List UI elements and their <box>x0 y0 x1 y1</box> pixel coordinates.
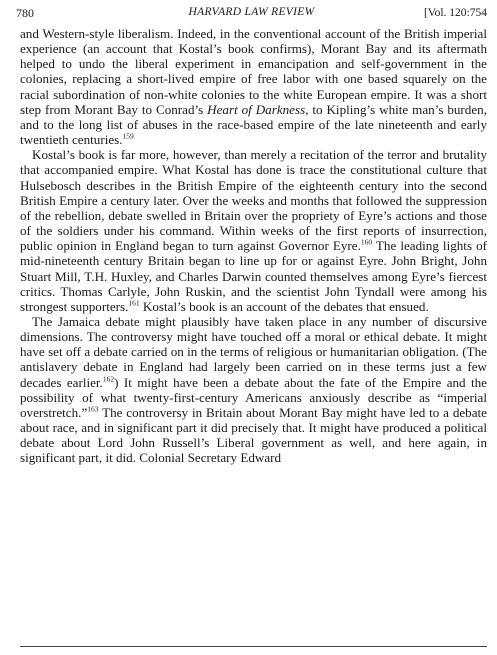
body-paragraph <box>20 147 487 314</box>
running-head <box>16 6 487 24</box>
volume-citation: [Vol. 120:754 <box>423 7 487 19</box>
body-text <box>20 26 487 466</box>
italic-title: Heart of Darkness <box>207 101 306 117</box>
page-number: 780 <box>16 6 34 20</box>
body-paragraph <box>20 26 487 147</box>
journal-title: HARVARD LAW REVIEW <box>188 6 315 18</box>
footnote-reference: 160 <box>360 237 373 247</box>
text-run: and Western-style liberalism. Indeed, in the conventional account of the British imperial experience (an account that Kostal’s book confirms), Morant Bay and its aftermath helped to undo the liberal experiment in emancipation and self-government in the colonies, replacing a short-lived empire of free labor with one based squarely on the racial subordination of non-white colonies to the white European empire. It was a short step from Morant Bay to Conrad’s <box>20 26 487 117</box>
text-run: Kostal’s book is far more, however, than merely a recitation of the terror and brutality that accompanied empire. What Kostal has done is trace the constitutional culture that Hulsebosch describes in the British Empire of the eighteenth century into the second British Empire a century later. Over the weeks and months that followed the suppression of the rebellion, debate swelled in Britain over the propriety of Eyre’s actions and those of the soldiers under his command. Within weeks of the first reports of insurrection, public opinion in England began to turn against Governor Eyre. <box>20 147 487 254</box>
text-run: Kostal’s book is an account of the debates that ensued. <box>139 298 429 314</box>
text-run: ) It might have been a debate about the fate of the Empire and the possibility of what twenty-first-century Americans anxiously describe as “imperial overstretch.” <box>20 374 487 420</box>
footnote-reference: 163 <box>87 404 99 414</box>
text-run: The controversy in Britain about Morant Bay might have led to a debate about race, and in significant part it did precisely that. It might have produced a political debate about Lord John Russell’s Liberal government as well, and here again, in significant part, it did. Colonial Secretary Edward <box>20 404 487 466</box>
footnote-reference: 159 <box>122 131 134 141</box>
footnote-divider <box>20 646 487 647</box>
text-run: , to Kipling’s white man’s burden, and to the long list of abuses in the race-based empire of the late nineteenth and early twentieth centuries. <box>20 101 487 148</box>
text-run: The Jamaica debate might plausibly have taken place in any number of discursive dimensions. The controversy might have touched off a moral or ethical debate. It might have set off a debate carried on in the terms of religious or humanitarian obligation. (The antislavery debate in England had largely been carried on in these terms just a few decades earlier. <box>20 313 487 390</box>
text-run: The leading lights of mid-nineteenth century Britain began to line up for or against Eyre. John Bright, John Stuart Mill, T.H. Huxley, and Charles Darwin counted themselves among Eyre’s fiercest critics. Thomas Carlyle, John Ruskin, and the scientist John Tyndall were among his strongest supporters. <box>20 238 487 314</box>
footnote-reference: 161 <box>128 298 140 308</box>
body-paragraph <box>20 314 487 466</box>
footnote-reference: 162 <box>102 374 115 384</box>
